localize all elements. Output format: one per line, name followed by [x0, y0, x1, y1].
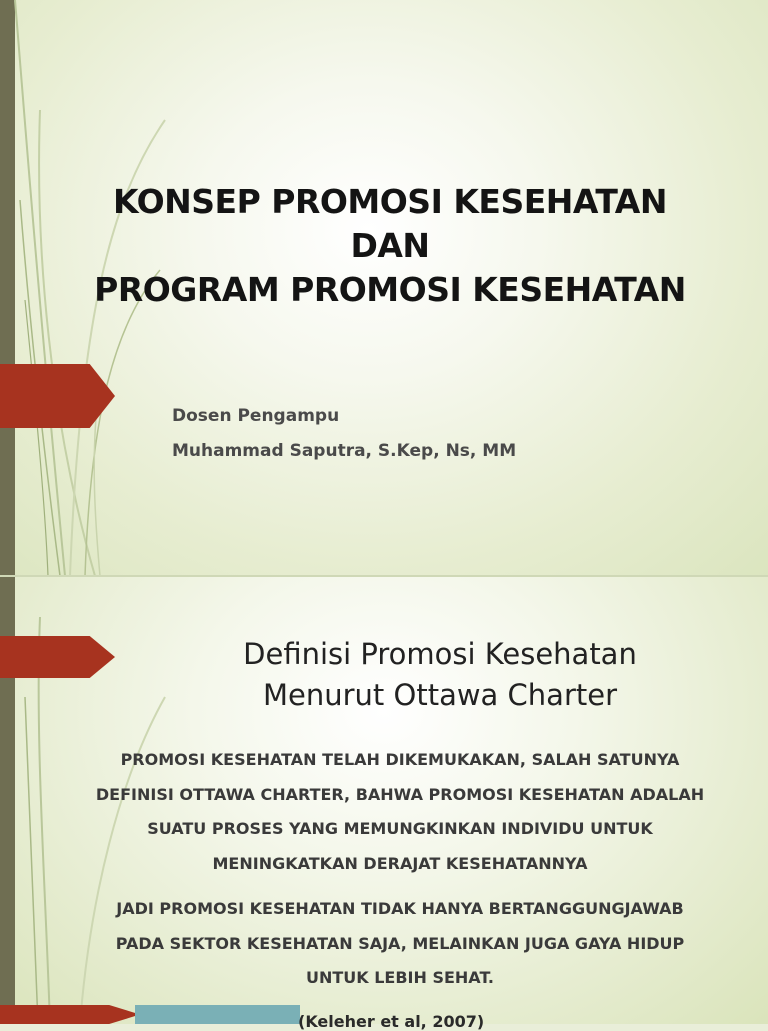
citation: (Keleher et al, 2007) [298, 1012, 485, 1031]
lecturer-label: Dosen Pengampu [172, 406, 340, 426]
title-line: DAN [350, 226, 430, 265]
title-line: Definisi Promosi Kesehatan [243, 637, 637, 671]
paragraph-conclusion [60, 892, 740, 996]
slide-title [150, 634, 730, 716]
paragraph-line: MENINGKATKAN DERAJAT KESEHATANNYA [212, 853, 588, 873]
paragraph-line: JADI PROMOSI KESEHATAN TIDAK HANYA BERTANGGUNGJAWAB [116, 899, 684, 918]
paragraph-line: PROMOSI KESEHATAN TELAH DIKEMUKAKAN, SALAH SATUNYA [120, 750, 680, 769]
paragraph-line: UNTUK LEBIH SEHAT. [305, 968, 495, 987]
lecturer-name: Muhammad Saputra, S.Kep, Ns, MM [172, 441, 517, 461]
presentation-title [70, 180, 710, 312]
teal-accent-box [135, 1005, 300, 1024]
title-line: Menurut Ottawa Charter [262, 678, 618, 712]
paragraph-line: DEFINISI OTTAWA CHARTER, BAHWA PROMOSI KESEHATAN ADALAH [95, 784, 705, 804]
paragraph-line: SUATU PROSES YANG MEMUNGKINKAN INDIVIDU UNTUK [147, 819, 653, 838]
paragraph-definition [60, 743, 740, 881]
title-line: KONSEP PROMOSI KESEHATAN [113, 182, 667, 221]
title-line: PROGRAM PROMOSI KESEHATAN [94, 270, 686, 309]
paragraph-line: PADA SEKTOR KESEHATAN SAJA, MELAINKAN JUGA GAYA HIDUP [115, 933, 685, 953]
